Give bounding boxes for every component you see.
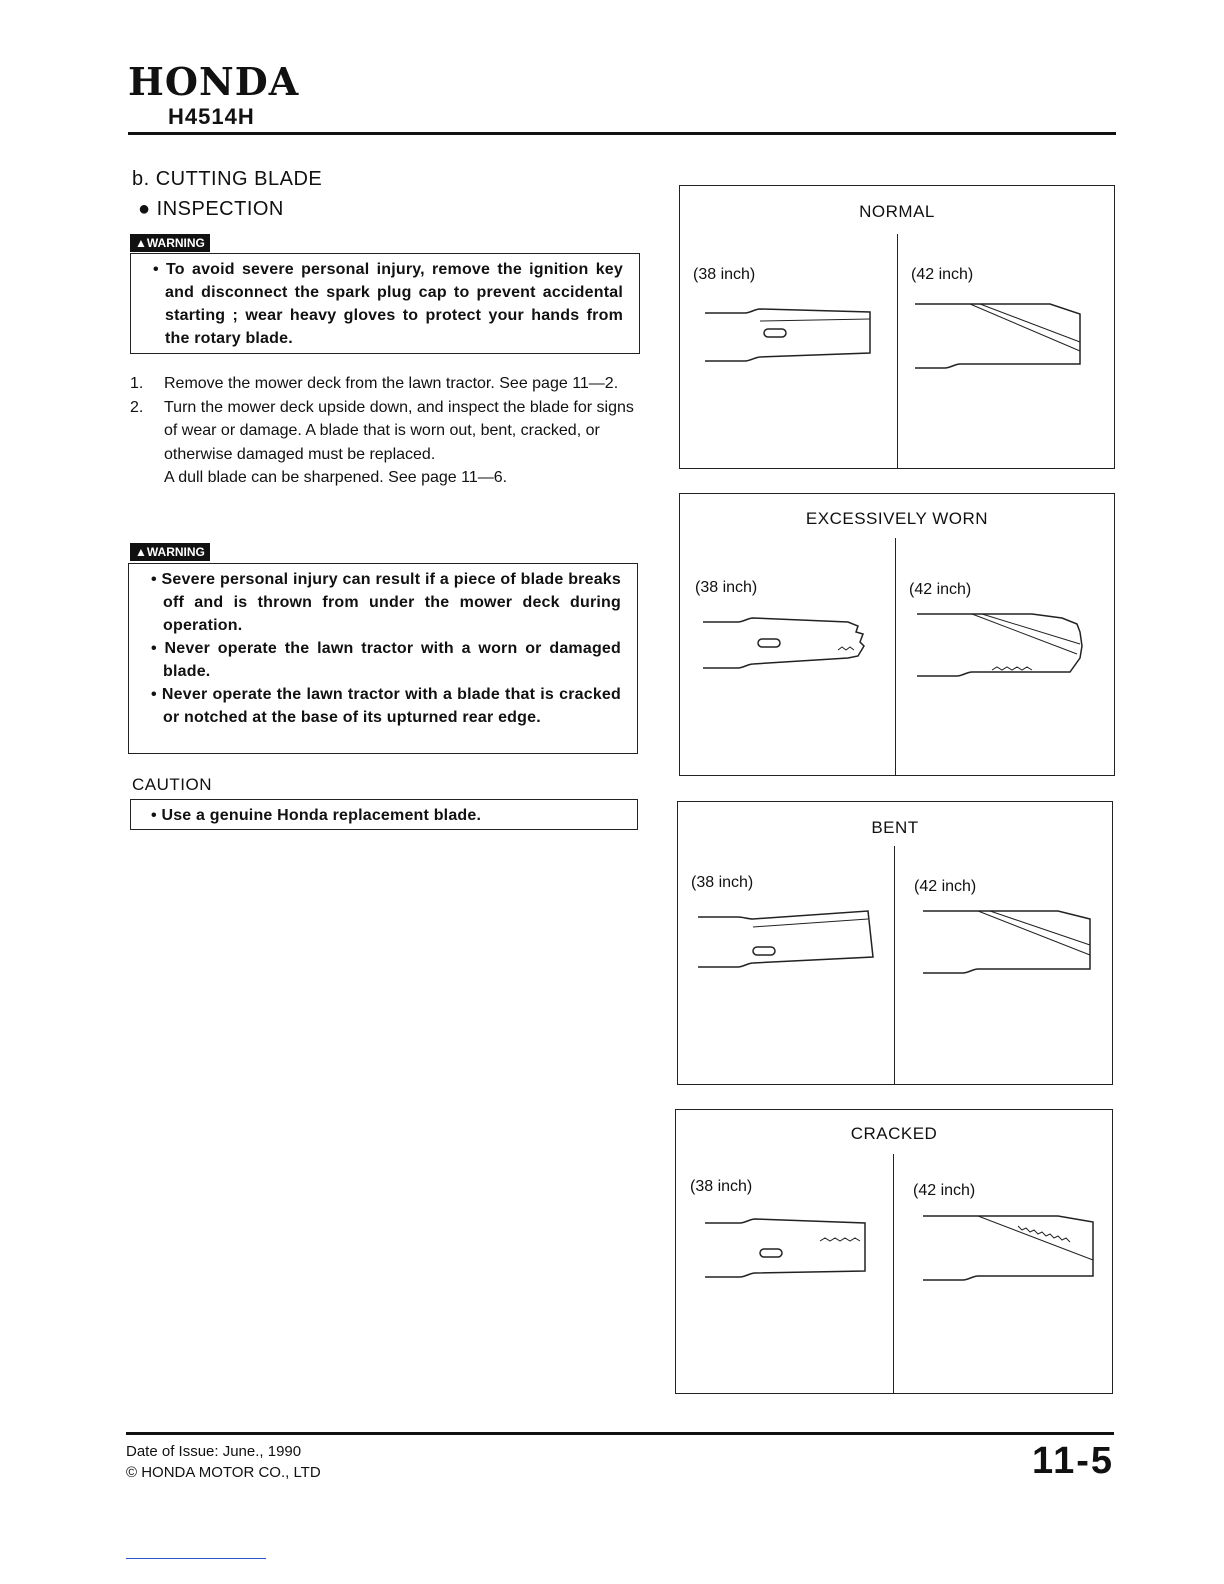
blade-panel-cracked	[675, 1109, 1113, 1394]
step-item	[130, 396, 642, 490]
blade-size-label: (38 inch)	[693, 266, 756, 283]
panel-divider	[897, 234, 898, 469]
copyright: © HONDA MOTOR CO., LTD	[126, 1464, 321, 1481]
warning-item: • Severe personal injury can result if a piece of blade breaks off and is thrown from under the mower deck during operation.	[151, 571, 621, 634]
blade-size-label: (42 inch)	[909, 581, 972, 598]
blade-size-label: (42 inch)	[914, 878, 977, 895]
panel-divider	[895, 538, 896, 776]
blade-42-bent-drawing	[918, 907, 1108, 987]
panel-title: BENT	[871, 818, 919, 837]
step-text-main: Turn the mower deck upside down, and inspect the blade for signs of wear or damage. A blade that is worn out, bent, cracked, or otherwise damaged must be replaced.	[164, 398, 634, 463]
blade-panel-normal	[679, 185, 1115, 469]
model-number: H4514H	[168, 104, 255, 129]
blade-size-label: (42 inch)	[913, 1182, 976, 1199]
blade-38-normal-drawing	[700, 301, 880, 371]
blade-size-label: (38 inch)	[695, 579, 758, 596]
header-rule	[128, 132, 1116, 135]
blade-size-label: (42 inch)	[911, 266, 974, 283]
panel-title: CRACKED	[850, 1124, 938, 1143]
page-number: 11-5	[1032, 1440, 1114, 1482]
warning-badge: ▲WARNING	[130, 543, 210, 561]
caution-text: • Use a genuine Honda replacement blade.	[151, 807, 482, 824]
blade-size-label: (38 inch)	[690, 1178, 753, 1195]
warning-item: • Never operate the lawn tractor with a blade that is cracked or notched at the base of its upturned rear edge.	[151, 686, 621, 726]
footer-rule	[126, 1432, 1114, 1435]
procedure-steps	[130, 372, 642, 490]
step-text	[164, 396, 642, 490]
step-number: 2.	[130, 398, 144, 416]
blade-42-worn-drawing	[912, 606, 1102, 686]
link-underline	[126, 1558, 266, 1559]
step-number: 1.	[130, 375, 144, 392]
blade-38-bent-drawing	[693, 907, 883, 977]
section-title: b. CUTTING BLADE	[132, 168, 323, 190]
subsection-title: ● INSPECTION	[138, 198, 284, 220]
panel-divider	[894, 846, 895, 1085]
warning-item: • Never operate the lawn tractor with a worn or damaged blade.	[151, 640, 621, 680]
caution-label: CAUTION	[132, 775, 212, 794]
blade-panel-bent	[677, 801, 1113, 1085]
warning-box	[128, 563, 638, 754]
step-text-extra: A dull blade can be sharpened. See page 11—6.	[164, 469, 508, 486]
footer-info	[126, 1441, 321, 1483]
warning-text	[151, 568, 621, 729]
step-item	[130, 372, 642, 396]
blade-38-cracked-drawing	[700, 1215, 880, 1285]
blade-42-normal-drawing	[910, 296, 1100, 376]
blade-panel-worn	[679, 493, 1115, 776]
panel-title: EXCESSIVELY WORN	[805, 509, 989, 528]
warning-box	[130, 253, 640, 354]
blade-42-cracked-drawing	[918, 1208, 1108, 1288]
blade-38-worn-drawing	[698, 612, 878, 682]
issue-date: Date of Issue: June., 1990	[126, 1443, 302, 1460]
step-text: Remove the mower deck from the lawn tractor. See page 11—2.	[164, 375, 619, 392]
panel-divider	[893, 1154, 894, 1394]
warning-badge: ▲WARNING	[130, 234, 210, 252]
panel-title: NORMAL	[859, 202, 935, 221]
caution-box	[130, 799, 638, 830]
warning-text	[153, 258, 623, 350]
warning-item: • To avoid severe personal injury, remove the ignition key and disconnect the spark plug cap to prevent accidental starting ; wear heavy gloves to protect your hands from the rotary blade.	[153, 261, 623, 347]
blade-size-label: (38 inch)	[691, 874, 754, 891]
honda-logo: HONDA	[128, 59, 300, 104]
